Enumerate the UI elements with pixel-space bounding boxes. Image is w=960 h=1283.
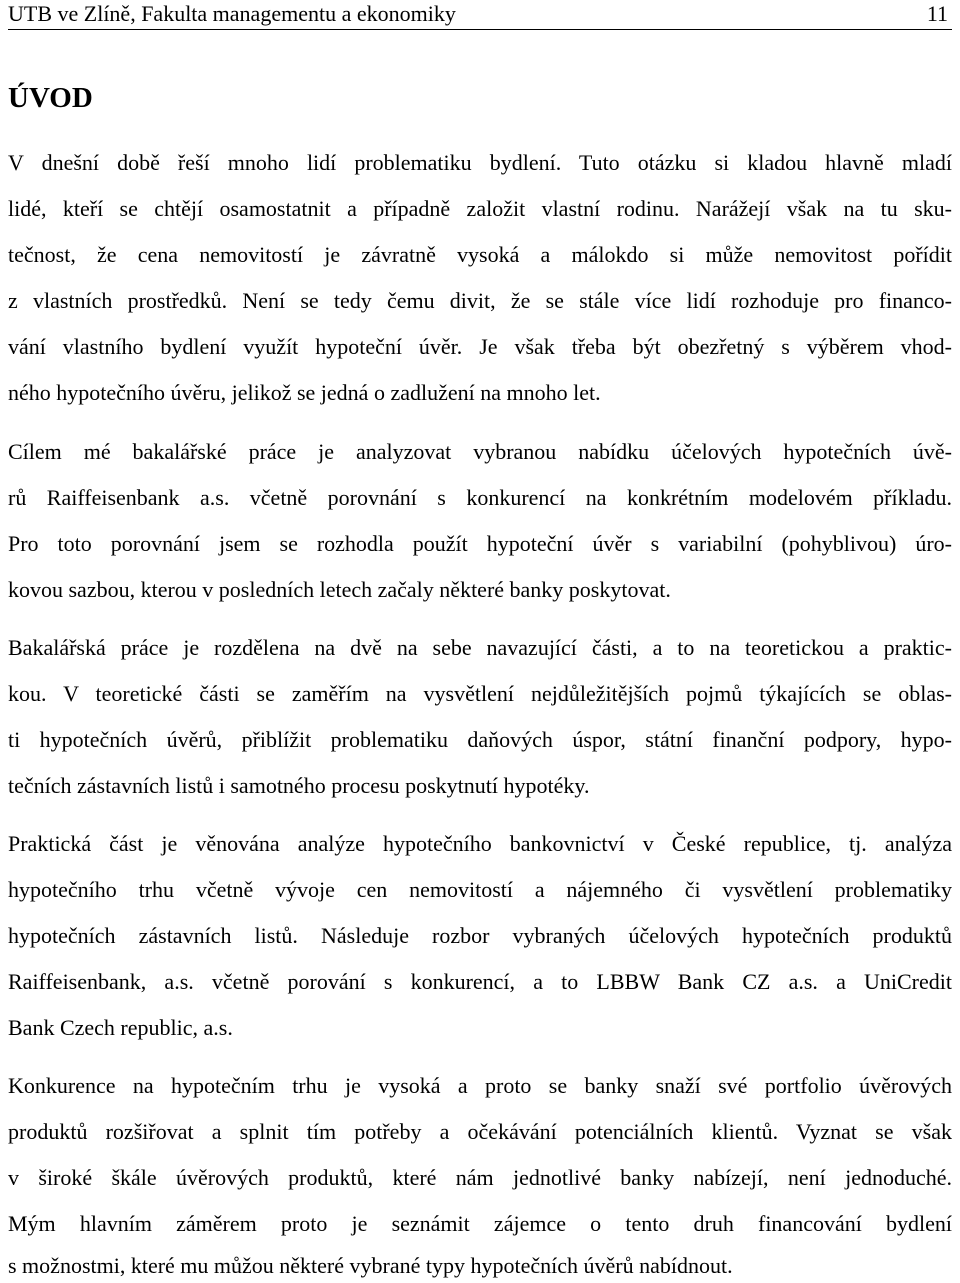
- text-line: Mým hlavním záměrem proto je seznámit zájemce o tento druh financování bydlení: [8, 1211, 952, 1236]
- text-line: Praktická část je věnována analýze hypotečního bankovnictví v České republice, tj. analýza: [8, 831, 952, 856]
- text-line: tečních zástavních listů i samotného procesu poskytnutí hypotéky.: [8, 773, 590, 798]
- text-line: Pro toto porovnání jsem se rozhodla použít hypoteční úvěr s variabilní (pohyblivou) úro-: [8, 531, 952, 556]
- text-line: kovou sazbou, kterou v posledních letech začaly některé banky poskytovat.: [8, 577, 671, 602]
- text-line: rů Raiffeisenbank a.s. včetně porovnání s konkurencí na konkrétním modelovém příkladu.: [8, 485, 952, 510]
- text-line: produktů rozšiřovat a splnit tím potřeby a očekávání potenciálních klientů. Vyznat se však: [8, 1119, 952, 1144]
- text-line: s možnostmi, které mu můžou některé vybrané typy hypotečních úvěrů nabídnout.: [8, 1253, 733, 1278]
- text-line: Konkurence na hypotečním trhu je vysoká a proto se banky snaží své portfolio úvěrových: [8, 1073, 952, 1098]
- section-heading: ÚVOD: [8, 82, 93, 114]
- text-line: lidé, kteří se chtějí osamostatnit a případně založit vlastní rodinu. Narážejí však na tu sku-: [8, 196, 952, 221]
- text-line: kou. V teoretické části se zaměřím na vysvětlení nejdůležitějších pojmů týkajících se oblas-: [8, 681, 952, 706]
- page-header: [8, 0, 952, 30]
- text-line: hypotečního trhu včetně vývoje cen nemovitostí a nájemného či vysvětlení problematiky: [8, 877, 952, 902]
- text-line: Cílem mé bakalářské práce je analyzovat vybranou nabídku účelových hypotečních úvě-: [8, 439, 952, 464]
- text-line: vání vlastního bydlení využít hypoteční úvěr. Je však třeba být obezřetný s výběrem vhod-: [8, 334, 952, 359]
- text-line: z vlastních prostředků. Není se tedy čemu divit, že se stále více lidí rozhoduje pro financo-: [8, 288, 952, 313]
- text-line: hypotečních zástavních listů. Následuje rozbor vybraných účelových hypotečních produktů: [8, 923, 952, 948]
- text-line: tečnost, že cena nemovitostí je závratně vysoká a málokdo si může nemovitost pořídit: [8, 242, 952, 267]
- text-line: ti hypotečních úvěrů, přiblížit problematiku daňových úspor, státní finanční podpory, hypo-: [8, 727, 952, 752]
- header-title: UTB ve Zlíně, Fakulta managementu a ekonomiky: [8, 1, 456, 26]
- page-number: 11: [926, 1, 948, 26]
- text-line: Raiffeisenbank, a.s. včetně porování s konkurencí, a to LBBW Bank CZ a.s. a UniCredit: [8, 969, 952, 994]
- text-line: Bakalářská práce je rozdělena na dvě na sebe navazující části, a to na teoretickou a praktic-: [8, 635, 952, 660]
- text-line: ného hypotečního úvěru, jelikož se jedná o zadlužení na mnoho let.: [8, 380, 601, 405]
- text-line: v široké škále úvěrových produktů, které nám jednotlivé banky nabízejí, není jednoduché.: [8, 1165, 952, 1190]
- text-line: Bank Czech republic, a.s.: [8, 1015, 233, 1040]
- text-line: V dnešní době řeší mnoho lidí problematiku bydlení. Tuto otázku si kladou hlavně mladí: [8, 150, 952, 175]
